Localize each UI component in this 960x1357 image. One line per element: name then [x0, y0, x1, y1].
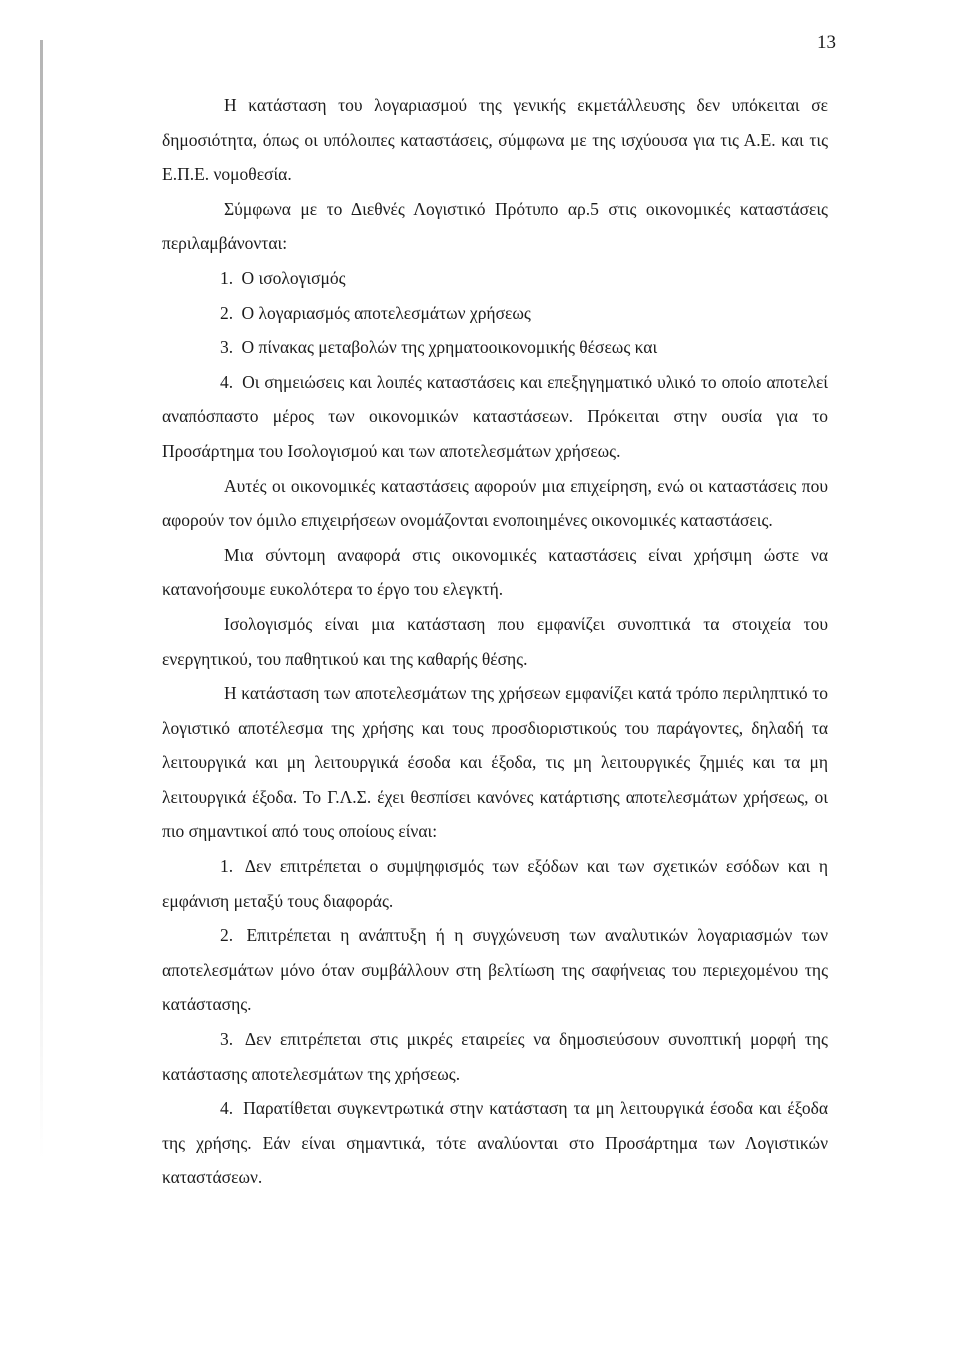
- list-item-text: Οι σημειώσεις και λοιπές καταστάσεις και επεξηγηματικό υλικό το οποίο αποτελεί αναπόσπαστο μέρος των οικονομικών καταστάσεων. Πρόκειται στην ουσία για το Προσάρτημα του Ισολογισμού και των αποτελεσμάτων χρήσεως.: [162, 371, 829, 461]
- scan-edge-shadow: [40, 40, 43, 1160]
- ias-paragraph: Σύμφωνα με το Διεθνές Λογιστικό Πρότυπο αρ.5 στις οικονομικές καταστάσεις περιλαμβάνονται:: [162, 198, 828, 254]
- list-item-text: Δεν επιτρέπεται στις μικρές εταιρείες να δημοσιεύσουν συνοπτική μορφή της κατάστασης αποτελεσμάτων της χρήσεως.: [162, 1029, 828, 1084]
- list-item-number: 4.: [220, 1098, 234, 1119]
- page-body: [162, 88, 828, 1195]
- page-number: 13: [817, 32, 836, 53]
- list-item-number: 3.: [220, 337, 234, 358]
- list-item-number: 1.: [220, 856, 234, 877]
- rule-item: [162, 1091, 828, 1195]
- intro-paragraph: Η κατάσταση του λογαριασμού της γενικής εκμετάλλευσης δεν υπόκειται σε δημοσιότητα, όπως οι υπόλοιπες καταστάσεις, σύμφωνα με της ισχύουσα για τις Α.Ε. και τις Ε.Π.Ε. νομοθεσία.: [162, 95, 828, 185]
- list-item-text: Ο ισολογισμός: [241, 267, 346, 288]
- list-item-number: 2.: [220, 925, 234, 946]
- list-item: [162, 330, 828, 365]
- list-item-text: Επιτρέπεται η ανάπτυξη ή η συγχώνευση των αναλυτικών λογαριασμών των αποτελεσμάτων μόνο όταν συμβάλλουν στη βελτίωση της σαφήνειας του περιεχομένου της κατάστασης.: [162, 925, 829, 1015]
- list-item-text: Ο λογαριασμός αποτελεσμάτων χρήσεως: [241, 302, 531, 323]
- income-statement-paragraph: Η κατάσταση των αποτελεσμάτων της χρήσεων εμφανίζει κατά τρόπο περιληπτικό το λογιστικό αποτέλεσμα της χρήσης και τους προσδιοριστικούς του παράγοντες, δηλαδή τα λειτουργικά και μη λειτουργικά έσοδα και έξοδα, τις μη λειτουργικές ζημιές και τα μη λειτουργικά έξοδα. Το Γ.Λ.Σ. έχει θεσπίσει κανόνες κατάρτισης αποτελεσμάτων χρήσεως, οι πιο σημαντικοί από τους οποίους είναι:: [162, 683, 828, 842]
- list-item: [162, 296, 828, 331]
- list-item-number: 3.: [220, 1029, 234, 1050]
- summary-paragraph: Μια σύντομη αναφορά στις οικονομικές καταστάσεις είναι χρήσιμη ώστε να κατανοήσουμε ευκολότερα το έργο του ελεγκτή.: [162, 544, 828, 600]
- list-item-text: Δεν επιτρέπεται ο συμψηφισμός των εξόδων και των σχετικών εσόδων και η εμφάνιση μεταξύ τους διαφοράς.: [162, 856, 828, 911]
- consolidated-paragraph: Αυτές οι οικονομικές καταστάσεις αφορούν μια επιχείρηση, ενώ οι καταστάσεις που αφορούν τον όμιλο επιχειρήσεων ονομάζονται ενοποιημένες οικονομικές καταστάσεις.: [162, 475, 828, 531]
- list-item-text: Ο πίνακας μεταβολών της χρηματοοικονομικής θέσεως και: [241, 337, 658, 358]
- list-item-number: 4.: [220, 371, 234, 392]
- list-item: [162, 261, 828, 296]
- notes-item: [162, 365, 828, 469]
- rule-item: [162, 849, 828, 918]
- rule-item: [162, 918, 828, 1022]
- list-item-text: Παρατίθεται συγκεντρωτικά στην κατάσταση τα μη λειτουργικά έσοδα και έξοδα της χρήσης. Εάν είναι σημαντικά, τότε αναλύονται στο Προσάρτημα των Λογιστικών καταστάσεων.: [162, 1098, 829, 1188]
- list-item-number: 1.: [220, 267, 234, 288]
- list-item-number: 2.: [220, 302, 234, 323]
- rule-item: [162, 1022, 828, 1091]
- balance-sheet-paragraph: Ισολογισμός είναι μια κατάσταση που εμφανίζει συνοπτικά τα στοιχεία του ενεργητικού, του παθητικού και της καθαρής θέσης.: [162, 613, 828, 669]
- statements-list: [162, 261, 828, 365]
